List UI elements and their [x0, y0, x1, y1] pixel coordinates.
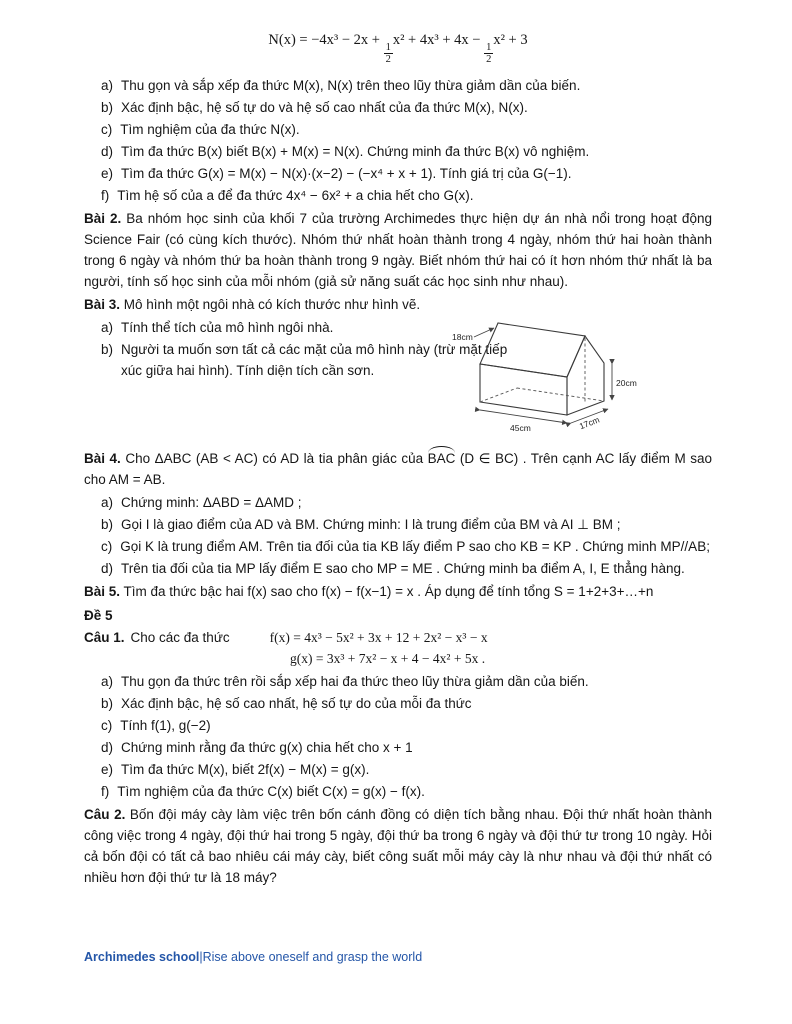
exercise-text: Tìm đa thức bậc hai f(x) sao cho f(x) − f(x−1) = x . Áp dụng để tính tổng S = 1+2+3+…+n: [123, 584, 654, 599]
formula-part: N(x) = −4x³ − 2x +: [268, 32, 384, 48]
bai3-intro: [84, 294, 514, 315]
list-item: [84, 97, 712, 118]
fraction: [384, 42, 393, 65]
dimension-label-depth: 17cm: [577, 414, 601, 432]
list-item: [84, 317, 514, 338]
list-item: [84, 781, 712, 802]
list-item: [84, 759, 712, 780]
item-label: f): [101, 188, 110, 203]
bai2-paragraph: [84, 208, 712, 292]
fraction-denominator: 2: [486, 54, 492, 65]
item-text: Gọi K là trung điểm AM. Trên tia đối của tia KB lấy điểm P sao cho KB = KP . Chứng minh MP//AB;: [120, 539, 710, 554]
list-item: [84, 141, 712, 162]
item-text: Tìm đa thức M(x), biết 2f(x) − M(x) = g(x).: [121, 762, 370, 777]
dimension-label-roof: 18cm: [452, 332, 473, 342]
exercise-label: Bài 5.: [84, 584, 121, 599]
list-item: [84, 492, 712, 513]
item-label: e): [101, 762, 114, 777]
exercise-label: Bài 4.: [84, 451, 121, 466]
item-text: Người ta muốn sơn tất cả các mặt của mô hình này (trừ mặt tiếp xúc giữa hai hình). Tính diện tích cần sơn.: [121, 342, 508, 378]
formula-g: g(x) = 3x³ + 7x² − x + 4 − 4x² + 5x .: [290, 651, 486, 666]
item-label: b): [101, 517, 114, 532]
list-item: [84, 163, 712, 184]
cau1-items: [84, 671, 712, 802]
item-label: d): [101, 740, 114, 755]
item-text: Chứng minh rằng đa thức g(x) chia hết cho x + 1: [121, 740, 413, 755]
item-label: a): [101, 78, 114, 93]
item-text: Thu gọn và sắp xếp đa thức M(x), N(x) trên theo lũy thừa giảm dần của biến.: [121, 78, 581, 93]
exercise-text: (D ∈ BC) . Trên cạnh AC lấy điểm M sao cho AM = AB.: [84, 451, 712, 487]
item-label: e): [101, 166, 114, 181]
dimension-lines: [474, 328, 612, 423]
item-text: Xác định bậc, hệ số tự do và hệ số cao nhất của đa thức M(x), N(x).: [121, 100, 528, 115]
angle-bac: BAC: [428, 448, 456, 469]
fraction-denominator: 2: [385, 54, 391, 65]
cau1-intro-row: [84, 627, 712, 648]
cau2-paragraph: [84, 804, 712, 888]
item-label: d): [101, 144, 114, 159]
formula-part: x² + 3: [493, 32, 528, 48]
item-text: Trên tia đối của tia MP lấy điểm E sao cho MP = ME . Chứng minh ba điểm A, I, E thẳng hàng.: [121, 561, 685, 576]
exercise-text: Cho các đa thức: [130, 630, 230, 645]
item-label: f): [101, 784, 110, 799]
item-text: Tính f(1), g(−2): [120, 718, 211, 733]
list-item: [84, 693, 712, 714]
exercise-text: Ba nhóm học sinh của khối 7 của trường Archimedes thực hiện dự án nhà nổi trong hoạt động Science Fair (có cùng kích thước). Nhóm thứ nhất hoàn thành trong 4 ngày, nhóm thứ hai hoàn thành trong 6 ngày và nhóm thứ ba hoàn thành trong 9 ngày. Biết nhóm thứ hai có ít hơn nhóm thứ nhất là ba người, tính số học sinh của mỗi nhóm (giả sử năng suất các học sinh như nhau).: [84, 211, 712, 289]
house-diagram: [452, 298, 670, 436]
item-text: Tìm đa thức G(x) = M(x) − N(x)·(x−2) − (−x⁴ + x + 1). Tính giá trị của G(−1).: [121, 166, 572, 181]
list-item: [84, 185, 712, 206]
page-footer: [84, 949, 422, 965]
fraction: [484, 42, 493, 65]
list-item: [84, 671, 712, 692]
item-text: Tìm nghiệm của đa thức N(x).: [120, 122, 300, 137]
list-item: [84, 119, 712, 140]
item-label: a): [101, 674, 114, 689]
exercise-text: Bốn đội máy cày làm việc trên bốn cánh đồng có diện tích bằng nhau. Đội thứ nhất hoàn thành công việc trong 4 ngày, đội thứ hai trong 5 ngày, đội thứ ba trong 6 ngày và đội thứ tư trong 10 ngày. Hỏi cả bốn đội có tất cả bao nhiêu cái máy cày, biết công suất mỗi máy cày là như nhau và đội thứ nhất có nhiều hơn đội thứ tư là 18 máy?: [84, 807, 712, 885]
house-figure: [452, 298, 670, 436]
item-label: a): [101, 495, 114, 510]
hidden-edges: [480, 338, 604, 404]
polynomial-formula-n: [84, 30, 712, 65]
bai3-section: [84, 294, 712, 446]
dimension-label-wall: 20cm: [616, 378, 637, 388]
exercise-label: Câu 2.: [84, 807, 126, 822]
item-label: b): [101, 100, 114, 115]
item-text: Xác định bậc, hệ số cao nhất, hệ số tự do của mỗi đa thức: [121, 696, 472, 711]
item-text: Tìm nghiệm của đa thức C(x) biết C(x) = g(x) − f(x).: [117, 784, 425, 799]
item-text: Tính thể tích của mô hình ngôi nhà.: [121, 320, 334, 335]
exercise-text: Mô hình một ngôi nhà có kích thước như hình vẽ.: [123, 297, 421, 312]
list-item: [84, 339, 514, 381]
footer-brand: Archimedes school: [84, 950, 200, 964]
item-text: Thu gọn đa thức trên rồi sắp xếp hai đa thức theo lũy thừa giảm dần của biến.: [121, 674, 589, 689]
item-label: b): [101, 342, 114, 357]
dimension-label-width: 45cm: [510, 423, 531, 433]
footer-tagline: |Rise above oneself and grasp the world: [199, 950, 423, 964]
bai5-paragraph: [84, 581, 712, 602]
page-content: [84, 26, 712, 890]
item-text: Tìm đa thức B(x) biết B(x) + M(x) = N(x). Chứng minh đa thức B(x) vô nghiệm.: [121, 144, 590, 159]
list-item: [84, 558, 712, 579]
item-text: Gọi I là giao điểm của AD và BM. Chứng minh: I là trung điểm của BM và AI ⊥ BM ;: [121, 517, 621, 532]
item-label: c): [101, 122, 113, 137]
exercise-label: Bài 3.: [84, 297, 121, 312]
item-label: c): [101, 718, 113, 733]
item-label: b): [101, 696, 114, 711]
list-item: [84, 715, 712, 736]
bai1-items: [84, 75, 712, 206]
item-label: a): [101, 320, 114, 335]
fraction-numerator: 1: [486, 42, 492, 53]
section-heading-de5: Đề 5: [84, 608, 113, 623]
bai4-items: [84, 492, 712, 579]
item-text: Tìm hệ số của a để đa thức 4x⁴ − 6x² + a chia hết cho G(x).: [117, 188, 474, 203]
fraction-numerator: 1: [385, 42, 391, 53]
item-label: c): [101, 539, 113, 554]
list-item: [84, 75, 712, 96]
bai3-text: [84, 294, 514, 381]
bai4-intro: [84, 448, 712, 490]
item-text: Chứng minh: ΔABD = ΔAMD ;: [121, 495, 302, 510]
list-item: [84, 514, 712, 535]
exercise-label: Bài 2.: [84, 211, 122, 226]
exercise-label: Câu 1.: [84, 630, 125, 645]
list-item: [84, 737, 712, 758]
item-label: d): [101, 561, 114, 576]
formula-part: x² + 4x³ + 4x −: [392, 32, 485, 48]
exercise-text: Cho ΔABC (AB < AC) có AD là tia phân giác của: [125, 451, 428, 466]
list-item: [84, 536, 712, 557]
formula-f: f(x) = 4x³ − 5x² + 3x + 12 + 2x² − x³ − x: [269, 630, 488, 645]
